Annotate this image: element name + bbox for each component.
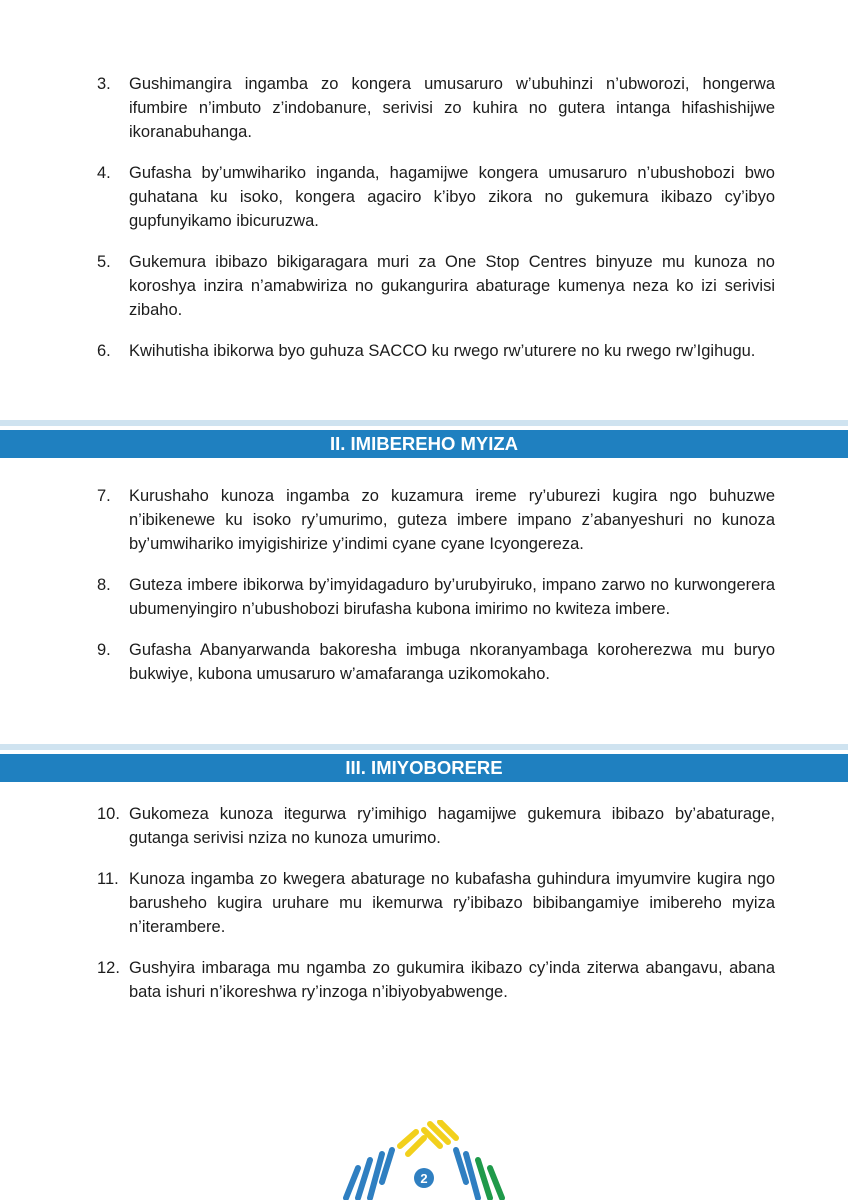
section3-list bbox=[97, 802, 775, 1021]
page-number: 2 bbox=[420, 1171, 428, 1186]
section3-title: III. IMIYOBORERE bbox=[0, 750, 848, 782]
list-item: 5. Gukemura ibibazo bikigaragara muri za One Stop Centres binyuze mu kunoza no koroshya inzira n’amabwiriza no gukangurira abaturage kumenya neza ko izi serivisi zibaho. bbox=[97, 253, 775, 319]
list-item: 4. Gufasha by’umwihariko inganda, hagamijwe kongera umusaruro n’ubushobozi bwo guhatana ku isoko, kongera agaciro k’ibyo zikora no gukemura ikibazo cy’ibyo gupfunyikamo ibicuruzwa. bbox=[97, 164, 775, 230]
section2-title: II. IMIBEREHO MYIZA bbox=[0, 426, 848, 458]
list-item: 3. Gushimangira ingamba zo kongera umusaruro w’ubuhinzi n’ubworozi, hongerwa ifumbire n’imbuto z’indobanure, serivisi zo kuhira no gutera intanga hifashishijwe ikoranabuhanga. bbox=[97, 75, 775, 141]
list-item: 7. Kurushaho kunoza ingamba zo kuzamura ireme ry’uburezi kugira ngo buhuzwe n’ibikenewe ku isoko ry’umurimo, guteza imbere impano z’abanyeshuri no kunoza by’umwihariko imyigishirize y’indimi cyane cyane Icyongereza. bbox=[97, 487, 775, 553]
list-item: 9. Gufasha Abanyarwanda bakoresha imbuga nkoranyambaga koroherezwa mu buryo bukwiye, kubona umusaruro w’amafaranga uzikomokaho. bbox=[97, 641, 775, 683]
section1-list bbox=[97, 72, 775, 380]
list-item: 6. Kwihutisha ibikorwa byo guhuza SACCO ku rwego rw’uturere no ku rwego rw’Igihugu. bbox=[97, 342, 756, 360]
list-item: 12. Gushyira imbaraga mu ngamba zo gukumira ikibazo cy’inda ziterwa abangavu, abana bata ishuri n’ikoreshwa ry’inzoga n’ibiyobyabwenge. bbox=[97, 959, 775, 1001]
list-item: 11. Kunoza ingamba zo kwegera abaturage no kubafasha guhindura imyumvire kugira ngo barusheho kugira uruhare mu ikemurwa ry’ibibazo bibibangamiye imibereho myiza n’iterambere. bbox=[97, 870, 775, 936]
list-item: 10. Gukomeza kunoza itegurwa ry’imihigo hagamijwe gukemura ibibazo by’abaturage, gutanga serivisi nziza no kunoza umurimo. bbox=[97, 805, 775, 847]
list-item: 8. Guteza imbere ibikorwa by’imyidagaduro by’urubyiruko, impano zarwo no kurwongerera ubumenyingiro n’ubushobozi birufasha kubona imirimo no kwiteza imbere. bbox=[97, 576, 775, 618]
section2-list bbox=[97, 484, 775, 703]
sunrise-logo bbox=[324, 1120, 524, 1200]
